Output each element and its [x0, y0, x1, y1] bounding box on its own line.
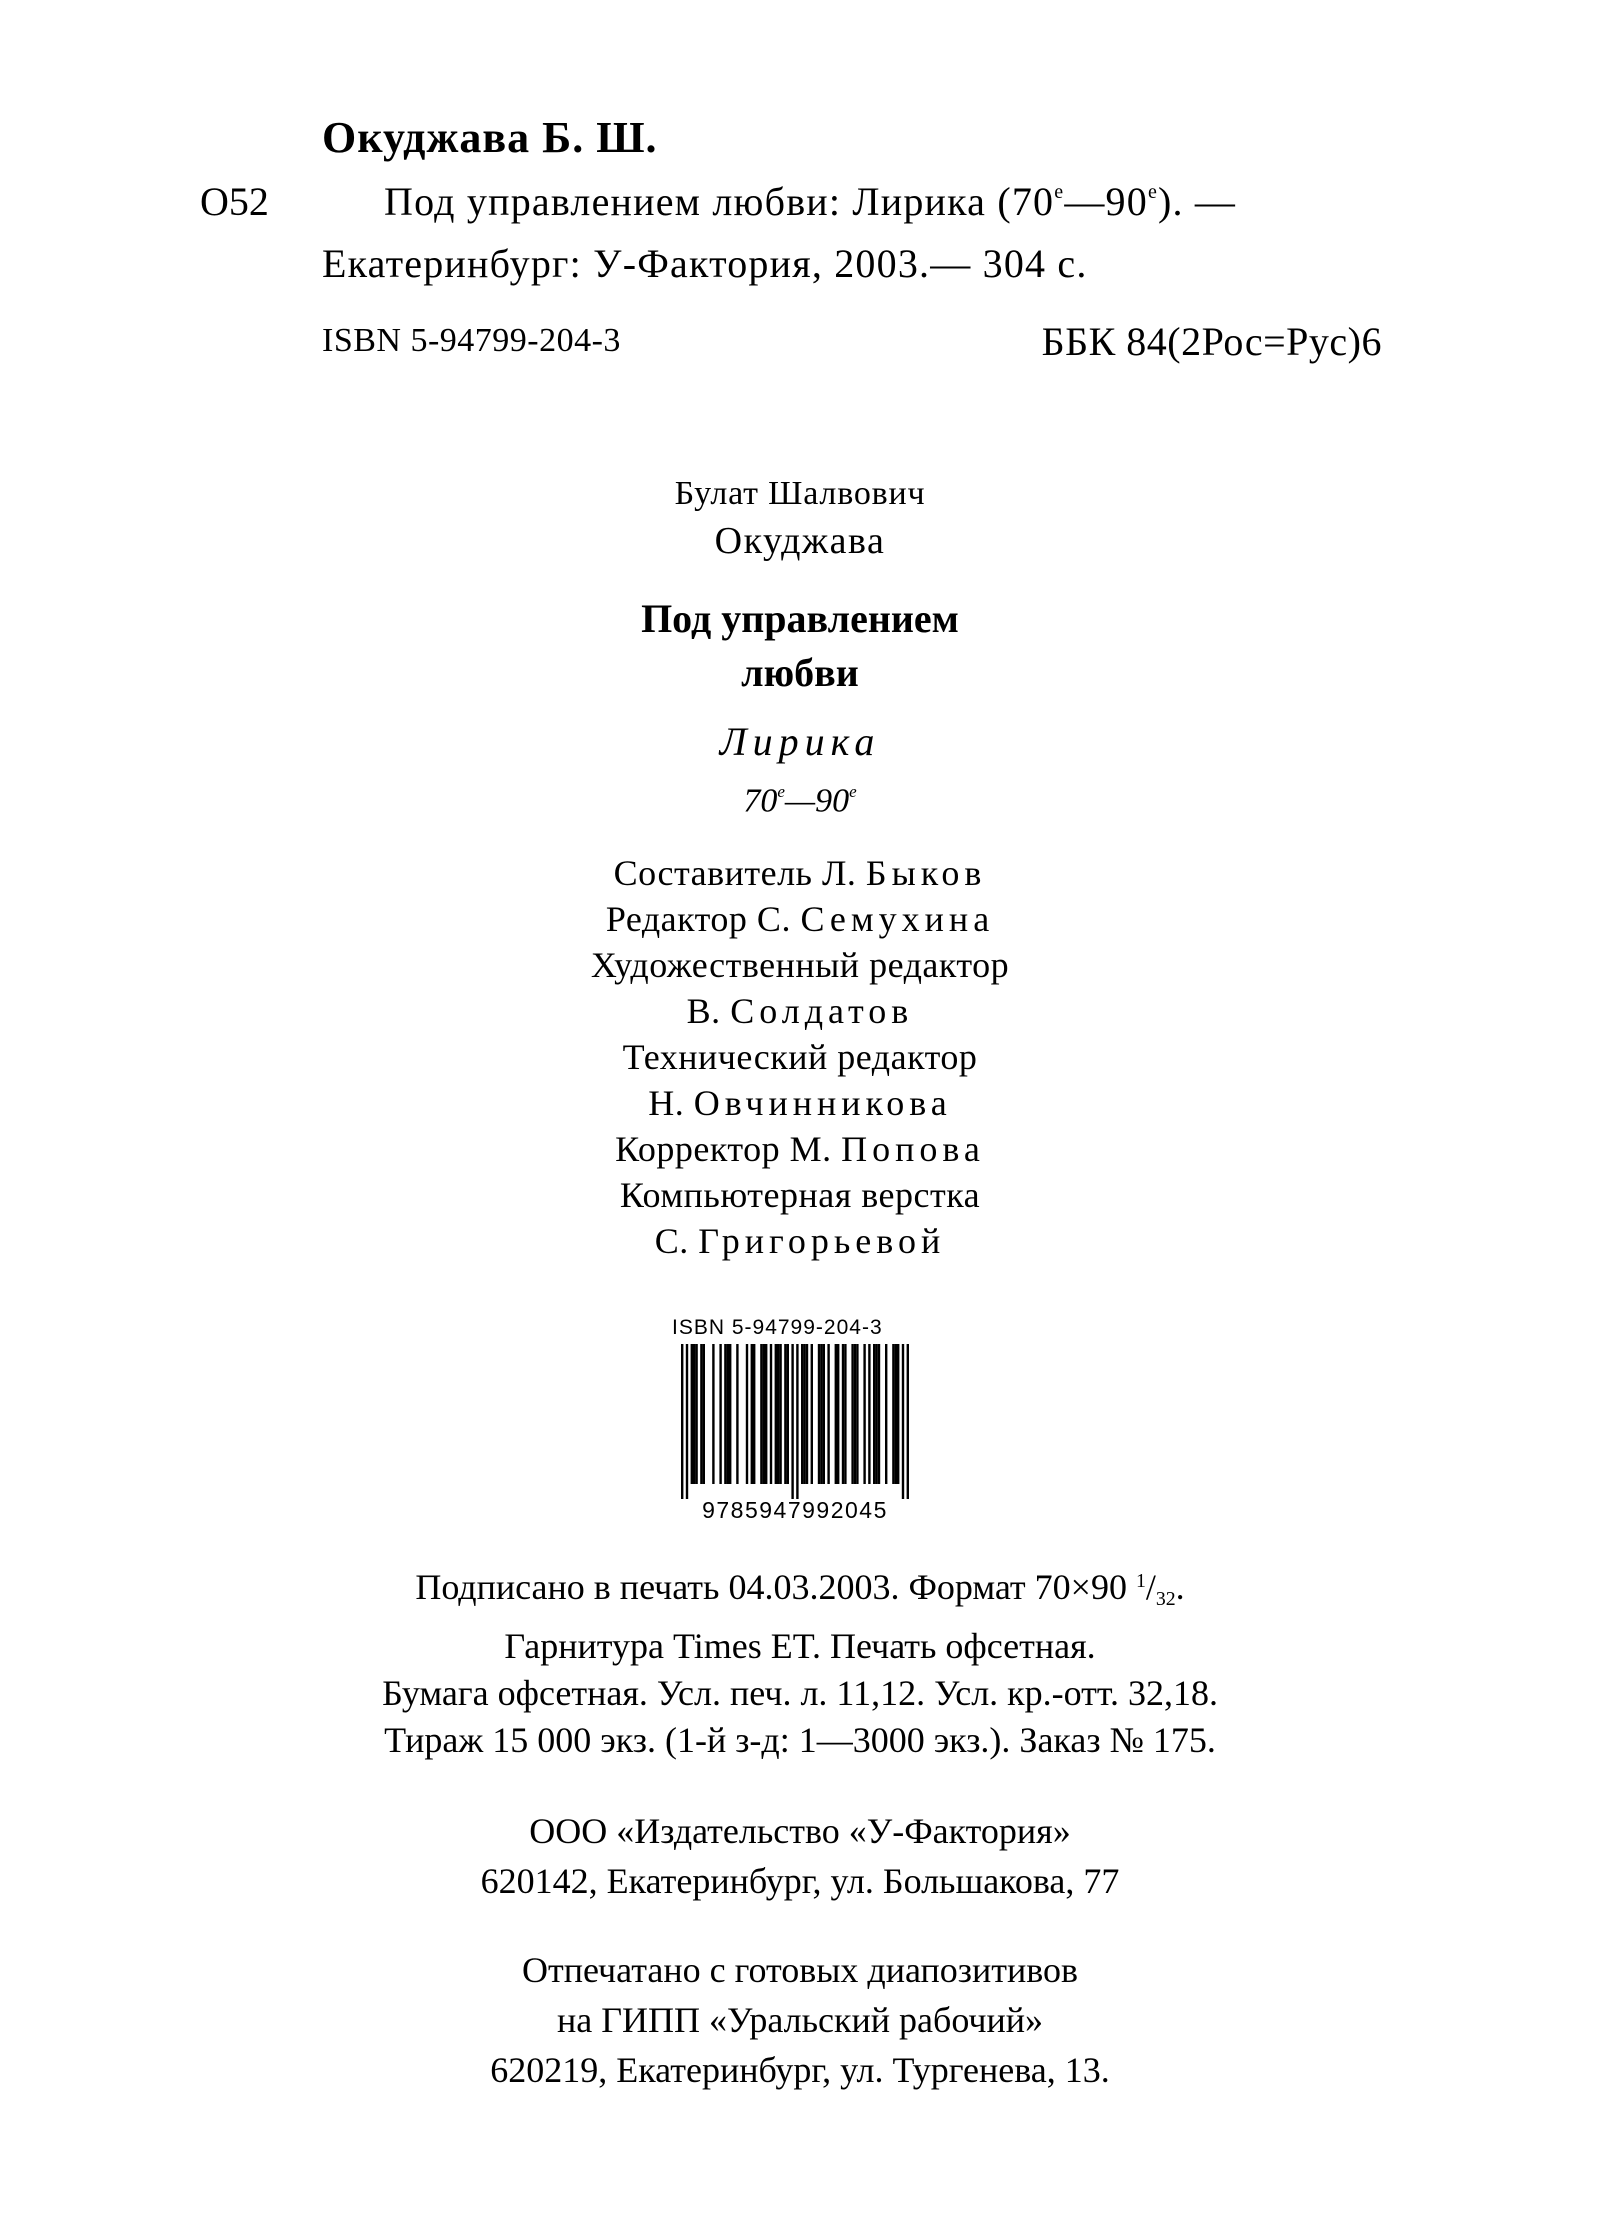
- barcode-bar: [729, 1344, 731, 1484]
- years-end: —90: [784, 782, 850, 820]
- barcode-bar: [856, 1344, 858, 1484]
- barcode-bar: [803, 1344, 805, 1484]
- credit-role: Редактор С.: [605, 899, 791, 939]
- credit-initial: С.: [654, 1221, 689, 1261]
- printer-address: 620219, Екатеринбург, ул. Тургенева, 13.: [490, 2050, 1110, 2090]
- credit-role: Корректор М.: [615, 1129, 832, 1169]
- card-isbn: ISBN 5-94799-204-3: [322, 322, 621, 359]
- barcode-bar: [885, 1344, 887, 1484]
- isbn-barcode: [672, 1316, 918, 1524]
- barcode-bar: [686, 1344, 688, 1499]
- barcode-bar: [868, 1344, 870, 1484]
- author-full-name: Булат Шалвович: [674, 475, 926, 512]
- barcode-bar: [842, 1344, 844, 1484]
- credit-initial: В.: [686, 991, 721, 1031]
- credit-art-editor-role: [0, 942, 1600, 988]
- imprint-format: Подписано в печать 04.03.2003. Формат 70×90: [415, 1566, 1127, 1607]
- imprint-line-4: Тираж 15 000 экз. (1-й з-д: 1—3000 экз.). Заказ № 175.: [384, 1719, 1216, 1760]
- barcode-bar: [784, 1344, 786, 1484]
- barcode-bar: [796, 1344, 798, 1499]
- publisher-block: [0, 1806, 1600, 1906]
- barcode-bar: [751, 1344, 753, 1484]
- barcode-bar: [712, 1344, 714, 1484]
- barcode-bar: [835, 1344, 837, 1484]
- credit-editor: [0, 896, 1600, 942]
- publisher-address: 620142, Екатеринбург, ул. Большакова, 77: [480, 1861, 1120, 1901]
- barcode-digits: 9785947992045: [672, 1497, 918, 1524]
- imprint-line-2: Гарнитура Times ET. Печать офсетная.: [504, 1625, 1096, 1666]
- credit-compiler: [0, 850, 1600, 896]
- credit-layout-role: [0, 1172, 1600, 1218]
- barcode-bar: [844, 1344, 846, 1484]
- card-city-line: Екатеринбург: У-Фактория, 2003.— 304 с.: [322, 241, 1088, 286]
- barcode-bar: [700, 1344, 702, 1484]
- barcode-bar: [753, 1344, 755, 1484]
- barcode-bar: [820, 1344, 822, 1484]
- barcode-bar: [902, 1344, 904, 1499]
- credit-person: Быков: [865, 853, 987, 893]
- barcode-bar: [801, 1344, 803, 1484]
- barcode-bar: [727, 1344, 729, 1484]
- credits-list: [0, 850, 1600, 1264]
- barcode-bar: [897, 1344, 899, 1484]
- barcode-bar: [760, 1344, 762, 1484]
- barcode-bar: [787, 1344, 789, 1484]
- years-start: 70: [743, 782, 778, 820]
- barcode-bar: [811, 1344, 813, 1484]
- card-title-prefix: Под управлением любви: Лирика (70: [384, 179, 1055, 224]
- format-fraction-denominator: 32: [1155, 1587, 1176, 1610]
- credit-person: Семухина: [800, 899, 995, 939]
- credit-art-editor: [0, 988, 1600, 1034]
- barcode-bar: [854, 1344, 856, 1484]
- barcode-bar: [746, 1344, 748, 1484]
- card-title-sup-1: е: [1054, 181, 1065, 203]
- barcode-bar: [907, 1344, 909, 1499]
- imprint-block: [0, 1558, 1600, 1764]
- years-sup-2: е: [849, 782, 857, 801]
- credit-person: Григорьевой: [698, 1221, 946, 1261]
- credit-tech-editor: [0, 1080, 1600, 1126]
- credit-role: Художественный редактор: [590, 945, 1010, 985]
- barcode-bar: [875, 1344, 877, 1484]
- barcode-bar: [691, 1344, 693, 1484]
- barcode-bar: [851, 1344, 853, 1484]
- barcode-bar: [827, 1344, 829, 1484]
- barcode-bar: [770, 1344, 772, 1484]
- card-title-mid: —90: [1064, 179, 1148, 224]
- credit-proofreader: [0, 1126, 1600, 1172]
- publisher-name: ООО «Издательство «У-Фактория»: [529, 1811, 1071, 1851]
- card-title-suffix: ). —: [1158, 179, 1237, 224]
- card-title-line: [384, 178, 1236, 225]
- printer-block: [0, 1945, 1600, 2095]
- printer-line-1: Отпечатано с готовых диапозитивов: [521, 1950, 1079, 1990]
- barcode-bar: [681, 1344, 683, 1499]
- book-title-line-1: Под управлением: [641, 596, 959, 641]
- format-fraction-numerator: 1: [1135, 1570, 1146, 1592]
- credit-role: Технический редактор: [622, 1037, 978, 1077]
- barcode-bar: [779, 1344, 781, 1484]
- barcode-bar: [703, 1344, 705, 1484]
- barcode-bar: [863, 1344, 865, 1484]
- barcode-bar: [892, 1344, 894, 1484]
- barcode-isbn-label: ISBN 5-94799-204-3: [672, 1316, 883, 1339]
- card-bbk: ББК 84(2Рос=Рус)6: [1041, 319, 1382, 364]
- barcode-bar: [775, 1344, 777, 1484]
- barcode-bar: [823, 1344, 825, 1484]
- barcode-bar: [878, 1344, 880, 1484]
- barcode-bar: [806, 1344, 808, 1484]
- book-years: [0, 770, 1600, 823]
- credit-person: Овчинникова: [693, 1083, 952, 1123]
- years-sup-1: е: [777, 782, 785, 801]
- credit-role: Составитель Л.: [613, 853, 857, 893]
- credit-person: Попова: [841, 1129, 985, 1169]
- credit-initial: Н.: [648, 1083, 685, 1123]
- barcode-bar: [873, 1344, 875, 1484]
- card-cipher: О52: [200, 179, 269, 224]
- barcode-bar: [791, 1344, 793, 1499]
- barcode-bars: [672, 1344, 918, 1499]
- book-title-line-2: любви: [741, 650, 859, 695]
- author-surname: Окуджава: [714, 520, 886, 562]
- credit-person: Солдатов: [730, 991, 914, 1031]
- imprint-line-1: Подписано в печать 04.03.2003. Формат 70×90 $^1/_{32}$.: [415, 1566, 1185, 1610]
- barcode-bar: [818, 1344, 820, 1484]
- barcode-bar: [765, 1344, 767, 1484]
- card-title-sup-2: е: [1147, 181, 1159, 203]
- book-genre: Лирика: [719, 719, 881, 764]
- barcode-bar: [777, 1344, 779, 1484]
- barcode-bar: [895, 1344, 897, 1484]
- barcode-bar: [837, 1344, 839, 1484]
- credit-layout: [0, 1218, 1600, 1264]
- card-author-heading: Окуджава Б. Ш.: [322, 113, 658, 162]
- barcode-bar: [736, 1344, 738, 1484]
- barcode-bar: [763, 1344, 765, 1484]
- barcode-bar: [724, 1344, 726, 1484]
- barcode-bar: [695, 1344, 697, 1484]
- barcode-bar: [693, 1344, 695, 1484]
- printer-line-2: на ГИПП «Уральский рабочий»: [556, 2000, 1044, 2040]
- imprint-line-3: Бумага офсетная. Усл. печ. л. 11,12. Усл. кр.-отт. 32,18.: [382, 1672, 1218, 1713]
- book-title-block: [0, 472, 1600, 823]
- barcode-bar: [719, 1344, 721, 1484]
- credit-tech-editor-role: [0, 1034, 1600, 1080]
- credit-role: Компьютерная верстка: [619, 1175, 981, 1215]
